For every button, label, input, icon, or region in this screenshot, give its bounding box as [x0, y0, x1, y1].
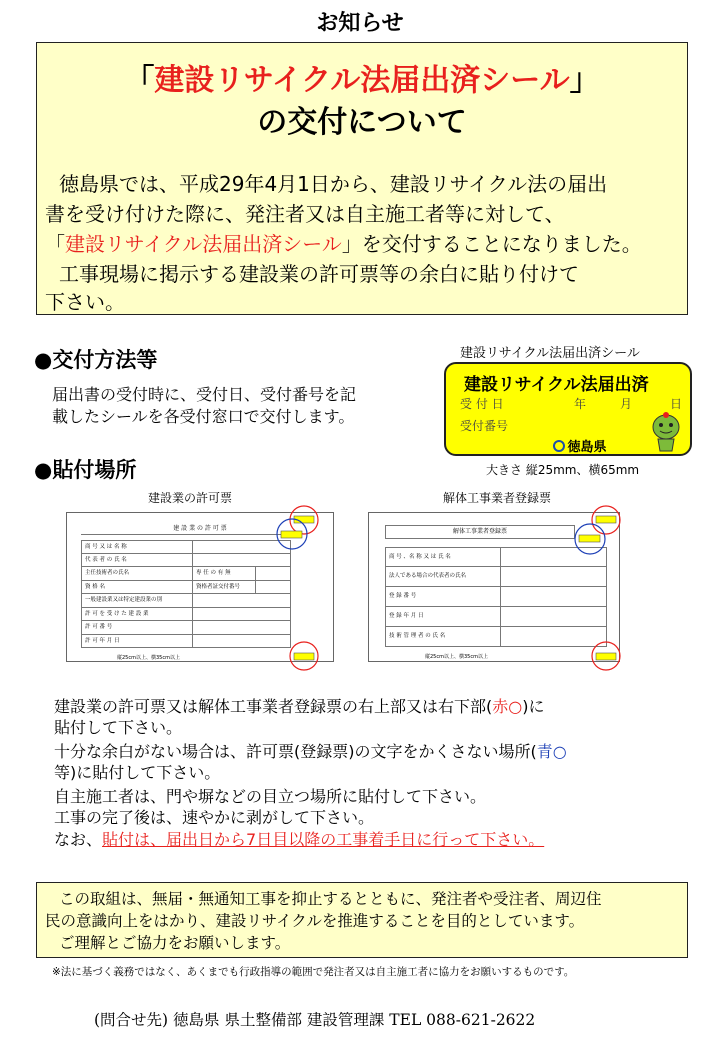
- instruction-line7: なお、貼付は、届出日から7日目以降の工事着手日に行って下さい。: [54, 830, 545, 849]
- sticker-title: 建設リサイクル法届出済: [464, 375, 649, 395]
- right-top-red-marker: [592, 506, 620, 534]
- headline-close-bracket: 」: [569, 63, 600, 98]
- right-form-cell: 登 録 年 月 日: [389, 607, 501, 626]
- right-form-footnote: 縦25cm以上、横35cm以上: [425, 654, 488, 660]
- sticker-date-label: 受 付 日: [460, 397, 504, 411]
- instruction-line4: 等)に貼付して下さい。: [54, 763, 221, 782]
- blue-circle-label: 青○: [536, 742, 567, 761]
- left-form-caption: 建設業の許可票: [148, 491, 233, 505]
- left-form-cell: 一般建設業又は特定建設業の別: [85, 594, 193, 607]
- left-form-cell: 代 表 者 の 氏 名: [85, 554, 193, 567]
- headline-line2: の交付について: [257, 105, 467, 140]
- purpose-line2: 民の意識向上をはかり、建設リサイクルを推進することを目的としています。: [45, 912, 585, 930]
- red-circle-label: 赤○: [492, 697, 523, 716]
- method-text-line2: 載したシールを各受付窓口で交付します。: [52, 407, 355, 426]
- left-form-title: 建 設 業 の 許 可 票: [173, 525, 227, 532]
- instruction-line3: 十分な余白がない場合は、許可票(登録票)の文字をかくさない場所(青○: [54, 742, 567, 761]
- method-text-line1: 届出書の受付時に、受付日、受付番号を記: [52, 385, 357, 404]
- sticker-caption: 建設リサイクル法届出済シール: [460, 346, 640, 361]
- left-bottom-red-marker: [290, 642, 318, 670]
- intro-line3-rest: 」を交付することになりました。: [341, 232, 642, 256]
- purpose-line3: ご理解とご協力をお願いします。: [59, 934, 291, 952]
- intro-open-bracket: 「: [45, 232, 65, 256]
- left-form-cell: 資 格 名: [85, 581, 193, 594]
- right-form-caption: 解体工事業者登録票: [443, 491, 552, 505]
- intro-line1: 徳島県では、平成29年4月1日から、建設リサイクル法の届出: [59, 172, 608, 196]
- left-top-red-marker: [290, 506, 318, 534]
- instruction-line6: 工事の完了後は、速やかに剥がして下さい。: [54, 808, 375, 827]
- sticker-issuer: 徳島県: [530, 436, 630, 455]
- timing-warning: 貼付は、届出日から7日目以降の工事着手日に行って下さい。: [102, 830, 545, 849]
- intro-line2: 書を受け付けた際に、発注者又は自主施工者等に対して、: [45, 202, 565, 226]
- right-form-cell: 商 号 、名 称 又 は 氏 名: [389, 548, 501, 566]
- left-form-footnote: 縦25cm以上、横35cm以上: [117, 655, 180, 661]
- left-form-cell: 資格者証交付番号: [196, 581, 256, 594]
- instruction-line2: 貼付して下さい。: [54, 718, 183, 737]
- sticker-day: 日: [670, 397, 683, 411]
- sticker-year: 年: [574, 397, 587, 411]
- instruction-line1: 建設業の許可票又は解体工事業者登録票の右上部又は右下部(赤○)に: [54, 697, 545, 716]
- instruction-line5: 自主施工者は、門や塀などの目立つ場所に貼付して下さい。: [54, 787, 487, 806]
- left-form-cell: 許 可 を 受 け た 建 設 業: [85, 608, 193, 621]
- purpose-box: [36, 882, 688, 958]
- contact-info: (問合せ先) 徳島県 県土整備部 建設管理課 TEL 088-621-2622: [94, 1011, 536, 1029]
- right-bottom-red-marker: [592, 642, 620, 670]
- notice-title: お知らせ: [316, 11, 404, 36]
- intro-sticker-name: 建設リサイクル法届出済シール: [65, 232, 342, 256]
- left-form-cell: 許 可 年 月 日: [85, 635, 193, 648]
- sticker-number-label: 受付番号: [460, 419, 509, 433]
- purpose-line1: この取組は、無届・無通知工事を抑止するとともに、発注者や受注者、周辺住: [59, 890, 602, 908]
- right-form-cell: 技 術 管 理 者 の 氏 名: [389, 627, 501, 646]
- left-form-cell: 許 可 番 号: [85, 621, 193, 634]
- right-form-title: 解体工事業者登録票: [385, 525, 575, 539]
- sticker-month: 月: [620, 397, 633, 411]
- intro-line4: 工事現場に掲示する建設業の許可票等の余白に貼り付けて: [59, 262, 579, 286]
- method-heading: ●交付方法等: [34, 348, 158, 372]
- right-form-cell: 法人である場合の代表者の氏名: [389, 567, 501, 586]
- left-form-cell: 専 任 の 有 無: [196, 567, 256, 580]
- sticker-size-note: 大きさ 縦25mm、横65mm: [486, 463, 640, 477]
- headline-open-bracket: 「: [124, 63, 155, 98]
- place-heading: ●貼付場所: [34, 458, 137, 482]
- right-form-cell: 登 録 番 号: [389, 587, 501, 606]
- intro-line5: 下さい。: [45, 290, 125, 314]
- left-form-cell: 商 号 又 は 名 称: [85, 541, 193, 553]
- left-form-cell: 主任技術者の氏名: [85, 567, 193, 580]
- headline-sticker-name: 建設リサイクル法届出済シール: [154, 63, 570, 98]
- legal-footnote: ※法に基づく義務ではなく、あくまでも行政指導の範囲で発注者又は自主施工者に協力をお願いするものです。: [52, 966, 575, 978]
- right-top-blue-marker: [575, 524, 605, 554]
